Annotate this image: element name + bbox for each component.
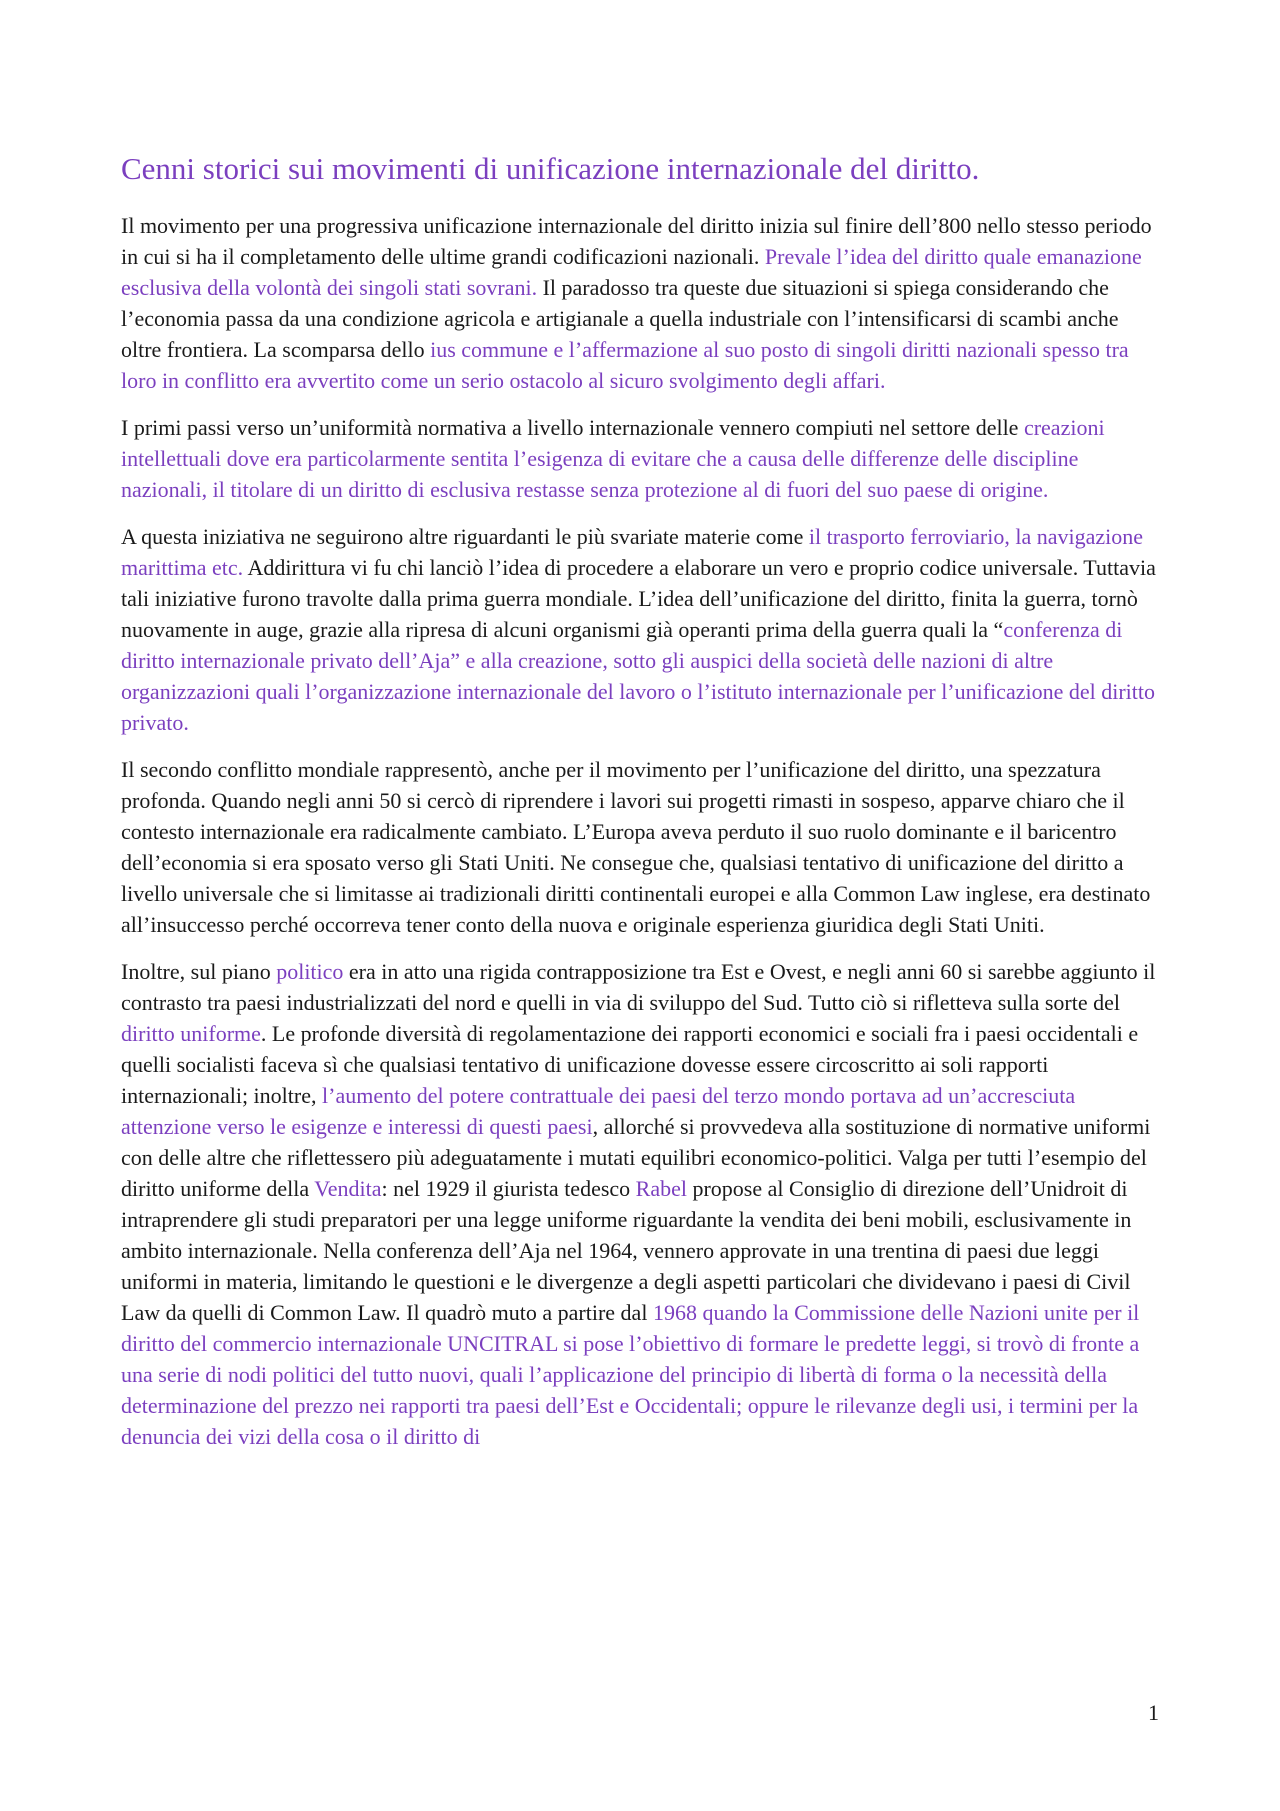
highlighted-text: politico xyxy=(276,959,344,984)
highlighted-text: creazioni intellettuali dove era particolarmente sentita l’esigenza di evitare che a causa delle differenze delle discipline nazionali, il titolare di un diritto di esclusiva restasse senza protezione al di fuori del suo paese di origine. xyxy=(121,415,1105,502)
body-text: I primi passi verso un’uniformità normativa a livello internazionale vennero compiuti nel settore delle xyxy=(121,415,1024,440)
document-body xyxy=(121,210,1161,1452)
body-text: propose al Consiglio di direzione dell’Unidroit di intraprendere gli studi preparatori per una legge uniforme riguardante la vendita dei beni mobili, esclusivamente in ambito internazionale. Nella conferenza dell’Aja nel 1964, vennero approvate in una trentina di paesi due leggi uniformi in materia, limitando le questioni e le divergenze a degli aspetti particolari che dividevano i paesi di Civil Law da quelli di Common Law. Il quadrò muto a partire dal xyxy=(121,1176,1132,1325)
body-text: : nel 1929 il giurista tedesco xyxy=(381,1176,636,1201)
highlighted-text: Rabel xyxy=(635,1176,687,1201)
paragraph xyxy=(121,754,1161,940)
body-text: Il secondo conflitto mondiale rappresentò, anche per il movimento per l’unificazione del diritto, una spezzatura profonda. Quando negli anni 50 si cercò di riprendere i lavori sui progetti rimasti in sospeso, apparve chiaro che il contesto internazionale era radicalmente cambiato. L’Europa aveva perduto il suo ruolo dominante e il baricentro dell’economia si era sposato verso gli Stati Uniti. Ne consegue che, qualsiasi tentativo di unificazione del diritto a livello universale che si limitasse ai tradizionali diritti continentali europei e alla Common Law inglese, era destinato all’insuccesso perché occorreva tener conto della nuova e originale esperienza giuridica degli Stati Uniti. xyxy=(121,757,1151,937)
paragraph xyxy=(121,956,1161,1452)
body-text: Il movimento per una progressiva unificazione internazionale del diritto inizia sul finire dell’800 nello stesso periodo in cui si ha il completamento delle ultime grandi codificazioni nazionali. xyxy=(121,213,1152,269)
highlighted-text: l’aumento del potere contrattuale dei paesi del terzo mondo portava ad un’accresciuta attenzione verso le esigenze e interessi di questi paesi xyxy=(121,1083,1076,1139)
body-text: Il paradosso tra queste due situazioni si spiega considerando che l’economia passa da una condizione agricola e artigianale a quella industriale con l’intensificarsi di scambi anche oltre frontiera. La scomparsa dello xyxy=(121,275,1119,362)
highlighted-text: il trasporto ferroviario, la navigazione marittima etc. xyxy=(121,524,1144,580)
body-text: Inoltre, sul piano xyxy=(121,959,277,984)
highlighted-text: 1968 quando la Commissione delle Nazioni unite per il diritto del commercio internazionale UNCITRAL si pose l’obiettivo di formare le predette leggi, si trovò di fronte a una serie di nodi politici del tutto nuovi, quali l’applicazione del principio di libertà di forma o la necessità della determinazione del prezzo nei rapporti tra paesi dell’Est e Occidentali; oppure le rilevanze degli usi, i termini per la denuncia dei vizi della cosa o il diritto di xyxy=(121,1300,1140,1449)
highlighted-text: conferenza di diritto internazionale privato dell’Aja” e alla creazione, sotto gli auspici della società delle nazioni di altre organizzazioni quali l’organizzazione internazionale del lavoro o l’istituto internazionale per l’unificazione del diritto privato. xyxy=(121,617,1155,735)
body-text: Addirittura vi fu chi lanciò l’idea di procedere a elaborare un vero e proprio codice universale. Tuttavia tali iniziative furono travolte dalla prima guerra mondiale. L’idea dell’unificazione del diritto, finita la guerra, tornò nuovamente in auge, grazie alla ripresa di alcuni organismi già operanti prima della guerra quali la “ xyxy=(121,555,1156,642)
paragraph xyxy=(121,210,1161,396)
highlighted-text: Vendita xyxy=(314,1176,382,1201)
highlighted-text: Prevale l’idea del diritto quale emanazione esclusiva della volontà dei singoli stati sovrani. xyxy=(121,244,1142,300)
document-title: Cenni storici sui movimenti di unificazione internazionale del diritto. xyxy=(121,151,980,186)
body-text: era in atto una rigida contrapposizione tra Est e Ovest, e negli anni 60 si sarebbe aggiunto il contrasto tra paesi industrializzati del nord e quelli in via di sviluppo del Sud. Tutto ciò si rifletteva sulla sorte del xyxy=(121,959,1156,1015)
document-page xyxy=(121,150,1161,1468)
highlighted-text: diritto uniforme xyxy=(121,1021,261,1046)
paragraph xyxy=(121,521,1161,738)
page-number: 1 xyxy=(1148,1700,1159,1725)
body-text: . Le profonde diversità di regolamentazione dei rapporti economici e sociali fra i paesi occidentali e quelli socialisti faceva sì che qualsiasi tentativo di unificazione dovesse essere circoscritto ai soli rapporti internazionali; inoltre, xyxy=(121,1021,1139,1108)
paragraph xyxy=(121,412,1161,505)
body-text: A questa iniziativa ne seguirono altre riguardanti le più svariate materie come xyxy=(121,524,809,549)
highlighted-text: ius commune e l’affermazione al suo posto di singoli diritti nazionali spesso tra loro in conflitto era avvertito come un serio ostacolo al sicuro svolgimento degli affari. xyxy=(121,337,1129,393)
body-text: , allorché si provvedeva alla sostituzione di normative uniformi con delle altre che riflettessero più adeguatamente i mutati equilibri economico-politici. Valga per tutti l’esempio del diritto uniforme della xyxy=(121,1114,1151,1201)
